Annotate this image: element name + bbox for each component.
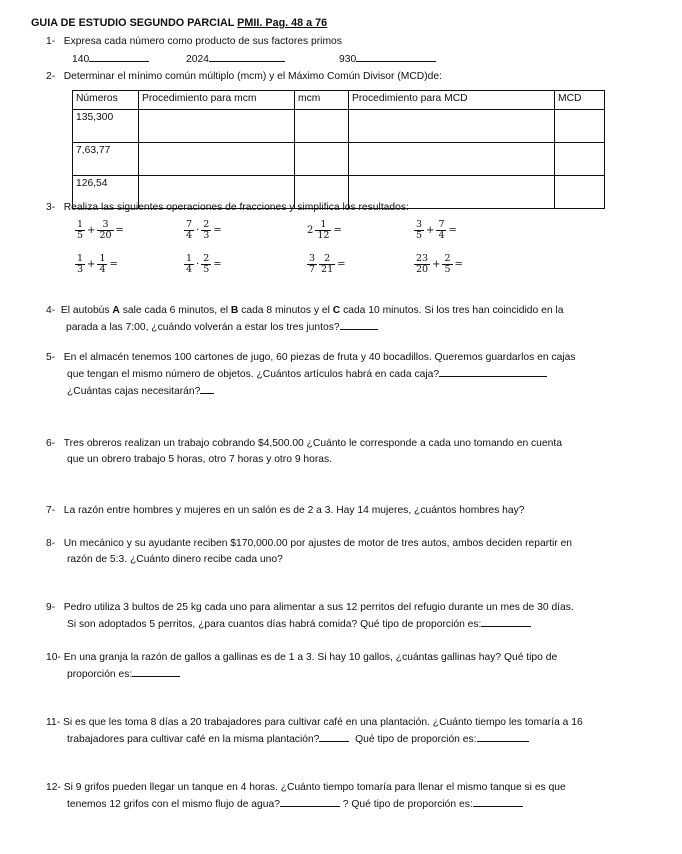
text-part: parada a las 7:00, ¿cuándo volverán a estar los tres juntos?	[66, 322, 340, 333]
question-7	[46, 503, 666, 519]
operator: ·	[196, 225, 200, 236]
fraction	[97, 220, 113, 241]
question-5	[46, 350, 666, 400]
numerator: 2	[203, 219, 210, 230]
answer-blank[interactable]	[481, 616, 531, 627]
answer-cell[interactable]	[555, 110, 605, 143]
fraction	[75, 220, 85, 241]
numerator: 1	[77, 253, 84, 264]
row-numbers: 135,300	[73, 110, 139, 143]
question-3	[46, 201, 409, 214]
fraction	[442, 254, 452, 275]
header-procedimiento-mcd: Procedimiento para MCD	[349, 91, 555, 110]
operator: +	[432, 259, 441, 270]
question-9	[46, 600, 676, 633]
text-part: Si son adoptados 5 perritos, ¿para cuantos días habrá comida? Qué tipo de proporción es:	[67, 619, 482, 630]
text-part: En el almacén tenemos 100 cartones de jugo, 60 piezas de fruta y 40 bocadillos. Queremos guardarlos en cajas	[63, 352, 576, 363]
question-10	[46, 650, 666, 683]
numerator: 23	[416, 253, 429, 264]
numerator: 7	[186, 219, 193, 230]
question-number: 8-	[46, 538, 56, 549]
question-12	[46, 780, 666, 813]
equals-sign: =	[213, 259, 222, 270]
numerator: 3	[416, 219, 423, 230]
header-mcd: MCD	[555, 91, 605, 110]
question-number: 9-	[46, 602, 56, 613]
fraction-exercise	[306, 254, 347, 275]
answer-blank[interactable]	[356, 51, 436, 62]
denominator: 4	[438, 230, 445, 241]
text-part: Un mecánico y su ayudante reciben $170,000.00 por ajustes de motor de tres autos, ambos deciden repartir en	[63, 538, 573, 549]
q1-item-2	[186, 51, 285, 66]
equals-sign: =	[115, 225, 124, 236]
question-1	[46, 35, 342, 48]
fraction	[315, 220, 331, 241]
text-part: proporción es:	[67, 669, 133, 680]
answer-blank[interactable]	[319, 731, 349, 742]
text-part: En una granja la razón de gallos a gallinas es de 1 a 3. Si hay 10 gallos, ¿cuántas gallinas hay? Qué tipo de	[63, 652, 558, 663]
answer-cell[interactable]	[295, 143, 349, 176]
question-text: Realiza las siguientes operaciones de fracciones y simplifica los resultados:	[63, 202, 409, 213]
text-part: El autobús	[60, 305, 113, 316]
fraction-exercise	[413, 254, 464, 275]
question-11	[46, 715, 678, 748]
denominator: 12	[317, 230, 330, 241]
answer-cell[interactable]	[139, 110, 295, 143]
bus-b-label: B	[230, 305, 239, 316]
table-row	[73, 143, 605, 176]
denominator: 5	[77, 230, 84, 241]
q1-item-1	[72, 51, 149, 66]
numerator: 3	[309, 253, 316, 264]
answer-blank[interactable]	[209, 51, 285, 62]
item-number: 930	[339, 54, 357, 65]
fraction	[75, 254, 85, 275]
question-number: 5-	[46, 352, 56, 363]
page-title	[31, 17, 327, 30]
question-number: 4-	[46, 305, 56, 316]
operator: +	[87, 259, 96, 270]
answer-cell[interactable]	[139, 143, 295, 176]
denominator: 3	[203, 230, 210, 241]
header-mcm: mcm	[295, 91, 349, 110]
operator: 2	[307, 225, 314, 236]
equals-sign: =	[337, 259, 346, 270]
text-part: razón de 5:3. ¿Cuánto dinero recibe cada uno?	[67, 554, 283, 565]
denominator: 4	[186, 230, 193, 241]
equals-sign: =	[109, 259, 118, 270]
title-text: GUIA DE ESTUDIO SEGUNDO PARCIAL	[31, 17, 235, 29]
text-part: Pedro utiliza 3 bultos de 25 kg cada uno para alimentar a sus 12 perritos del refugio durante un mes de 30 días.	[63, 602, 574, 613]
numerator: 7	[438, 219, 445, 230]
question-2	[46, 70, 442, 83]
denominator: 21	[321, 264, 334, 275]
fraction-exercise	[413, 220, 458, 241]
question-number: 1-	[46, 36, 56, 47]
table-row	[73, 110, 605, 143]
text-part: que un obrero trabajo 5 horas, otro 7 horas y otro 9 horas.	[67, 454, 333, 465]
operator: ·	[196, 259, 200, 270]
answer-blank[interactable]	[439, 366, 547, 377]
answer-cell[interactable]	[555, 143, 605, 176]
text-part: Si es que les toma 8 días a 20 trabajadores para cultivar café en una plantación. ¿Cuánto tiempo les tomaría a 16	[63, 717, 583, 728]
fraction	[201, 220, 211, 241]
header-procedimiento-mcm: Procedimiento para mcm	[139, 91, 295, 110]
numerator: 1	[99, 253, 106, 264]
mcm-mcd-table	[72, 90, 605, 209]
equals-sign: =	[454, 259, 463, 270]
numerator: 1	[320, 219, 327, 230]
answer-cell[interactable]	[349, 143, 555, 176]
answer-blank[interactable]	[89, 51, 149, 62]
answer-blank[interactable]	[477, 731, 529, 742]
text-part: Qué tipo de proporción es:	[355, 734, 477, 745]
answer-blank[interactable]	[473, 796, 523, 807]
numerator: 2	[203, 253, 210, 264]
fraction	[307, 254, 317, 275]
text-part: cada 10 minutos. Si los tres han coincidido en la	[340, 305, 564, 316]
bus-a-label: A	[112, 305, 120, 316]
denominator: 20	[416, 264, 429, 275]
table-header-row	[73, 91, 605, 110]
denominator: 4	[186, 264, 193, 275]
text-part: que tengan el mismo número de objetos. ¿Cuántos artículos habrá en cada caja?	[67, 369, 440, 380]
text-part: Tres obreros realizan un trabajo cobrando $4,500.00 ¿Cuánto le corresponde a cada uno tomando en cuenta	[63, 438, 562, 449]
answer-blank[interactable]	[200, 383, 214, 394]
fraction	[319, 254, 335, 275]
denominator: 4	[99, 264, 106, 275]
denominator: 5	[416, 230, 423, 241]
fraction	[184, 254, 194, 275]
question-6	[46, 436, 666, 468]
fraction	[201, 254, 211, 275]
question-text: Determinar el mínimo común múltiplo (mcm) y el Máximo Común Divisor (MCD)de:	[63, 71, 442, 82]
question-number: 10-	[46, 652, 61, 663]
text-part: La razón entre hombres y mujeres en un salón es de 2 a 3. Hay 14 mujeres, ¿cuántos hombres hay?	[63, 505, 525, 516]
fraction-exercise	[306, 220, 343, 241]
numerator: 3	[102, 219, 109, 230]
denominator: 5	[203, 264, 210, 275]
fraction	[414, 220, 424, 241]
pages-reference: PMII. Pag. 48 a 76	[237, 17, 328, 29]
answer-blank[interactable]	[280, 796, 340, 807]
item-number: 2024	[186, 54, 209, 65]
text-part: sale cada 6 minutos, el	[119, 305, 231, 316]
question-number: 2-	[46, 71, 56, 82]
fraction-exercise	[74, 220, 125, 241]
denominator: 5	[444, 264, 451, 275]
question-number: 3-	[46, 202, 56, 213]
numerator: 2	[444, 253, 451, 264]
text-part: tenemos 12 grifos con el mismo flujo de agua?	[67, 799, 280, 810]
answer-cell[interactable]	[295, 110, 349, 143]
fraction-exercise	[183, 254, 223, 275]
row-numbers: 126,54	[73, 176, 139, 209]
text-part: ? Qué tipo de proporción es:	[342, 799, 473, 810]
text-part: trabajadores para cultivar café en la misma plantación?	[67, 734, 320, 745]
question-text: Expresa cada número como producto de sus factores primos	[63, 36, 342, 47]
fraction	[184, 220, 194, 241]
operator: +	[87, 225, 96, 236]
answer-blank[interactable]	[132, 666, 180, 677]
fraction	[436, 220, 446, 241]
fraction-exercise	[74, 254, 119, 275]
operator: +	[426, 225, 435, 236]
bus-c-label: C	[332, 305, 341, 316]
question-8	[46, 536, 666, 568]
item-number: 140	[72, 54, 90, 65]
answer-cell[interactable]	[349, 110, 555, 143]
text-part: Si 9 grifos pueden llegar un tanque en 4 horas. ¿Cuánto tiempo tomaría para llenar el mismo tanque si es que	[63, 782, 566, 793]
question-number: 7-	[46, 505, 56, 516]
row-numbers: 7,63,77	[73, 143, 139, 176]
equals-sign: =	[333, 225, 342, 236]
numerator: 2	[324, 253, 331, 264]
fraction	[97, 254, 107, 275]
question-number: 6-	[46, 438, 56, 449]
answer-cell[interactable]	[555, 176, 605, 209]
text-part: cada 8 minutos y el	[238, 305, 333, 316]
q1-item-3	[339, 51, 436, 66]
denominator: 3	[77, 264, 84, 275]
fraction	[414, 254, 430, 275]
numerator: 1	[77, 219, 84, 230]
answer-blank[interactable]	[340, 319, 378, 330]
numerator: 1	[186, 253, 193, 264]
question-number: 11-	[46, 717, 61, 728]
equals-sign: =	[448, 225, 457, 236]
header-numeros: Números	[73, 91, 139, 110]
fraction-exercise	[183, 220, 223, 241]
denominator: 7	[309, 264, 316, 275]
equals-sign: =	[213, 225, 222, 236]
denominator: 20	[99, 230, 112, 241]
question-number: 12-	[46, 782, 61, 793]
text-part: ¿Cuántas cajas necesitarán?	[67, 386, 201, 397]
question-4	[46, 303, 656, 336]
